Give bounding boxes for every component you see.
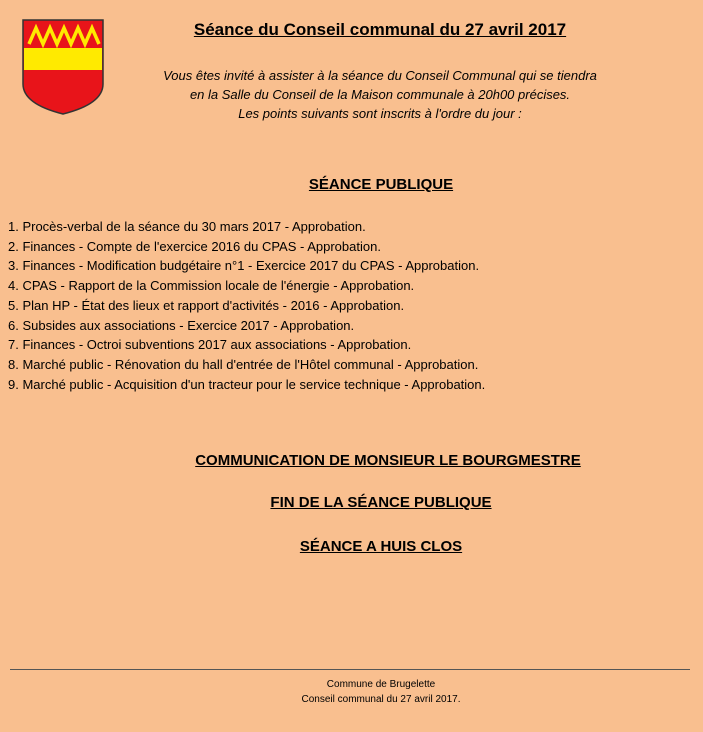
end-public-session-heading: FIN DE LA SÉANCE PUBLIQUE: [270, 494, 492, 511]
agenda-item: 8. Marché public - Rénovation du hall d'entrée de l'Hôtel communal - Approbation.: [8, 356, 479, 372]
footer-divider: [10, 669, 690, 670]
agenda-item: 6. Subsides aux associations - Exercice 2017 - Approbation.: [8, 317, 355, 333]
intro-line: Les points suivants sont inscrits à l'ordre du jour :: [238, 106, 522, 121]
municipal-crest-icon: [21, 18, 105, 116]
footer-council-date: Conseil communal du 27 avril 2017.: [301, 694, 461, 705]
intro-line: en la Salle du Conseil de la Maison communale à 20h00 précises.: [189, 87, 571, 102]
invitation-text: [110, 66, 650, 123]
agenda-item: 4. CPAS - Rapport de la Commission locale de l'énergie - Approbation.: [8, 278, 415, 294]
agenda-item: 1. Procès-verbal de la séance du 30 mars 2017 - Approbation.: [8, 219, 366, 234]
agenda-item: 5. Plan HP - État des lieux et rapport d'activités - 2016 - Approbation.: [8, 297, 405, 313]
agenda-item: 2. Finances - Compte de l'exercice 2016 du CPAS - Approbation.: [8, 238, 381, 254]
intro-line: Vous êtes invité à assister à la séance du Conseil Communal qui se tiendra: [163, 68, 597, 83]
closed-session-heading: SÉANCE A HUIS CLOS: [299, 538, 463, 555]
public-session-heading: SÉANCE PUBLIQUE: [308, 176, 454, 193]
agenda-item: 7. Finances - Octroi subventions 2017 aux associations - Approbation.: [8, 337, 412, 353]
agenda-item: 9. Marché public - Acquisition d'un tracteur pour le service technique - Approbation.: [8, 376, 486, 392]
agenda-list: [8, 217, 485, 394]
footer-commune: Commune de Brugelette: [326, 679, 436, 690]
page-title: Séance du Conseil communal du 27 avril 2017: [193, 20, 567, 39]
communication-heading: COMMUNICATION DE MONSIEUR LE BOURGMESTRE: [195, 452, 581, 469]
agenda-item: 3. Finances - Modification budgétaire n°1 - Exercice 2017 du CPAS - Approbation.: [8, 258, 480, 274]
